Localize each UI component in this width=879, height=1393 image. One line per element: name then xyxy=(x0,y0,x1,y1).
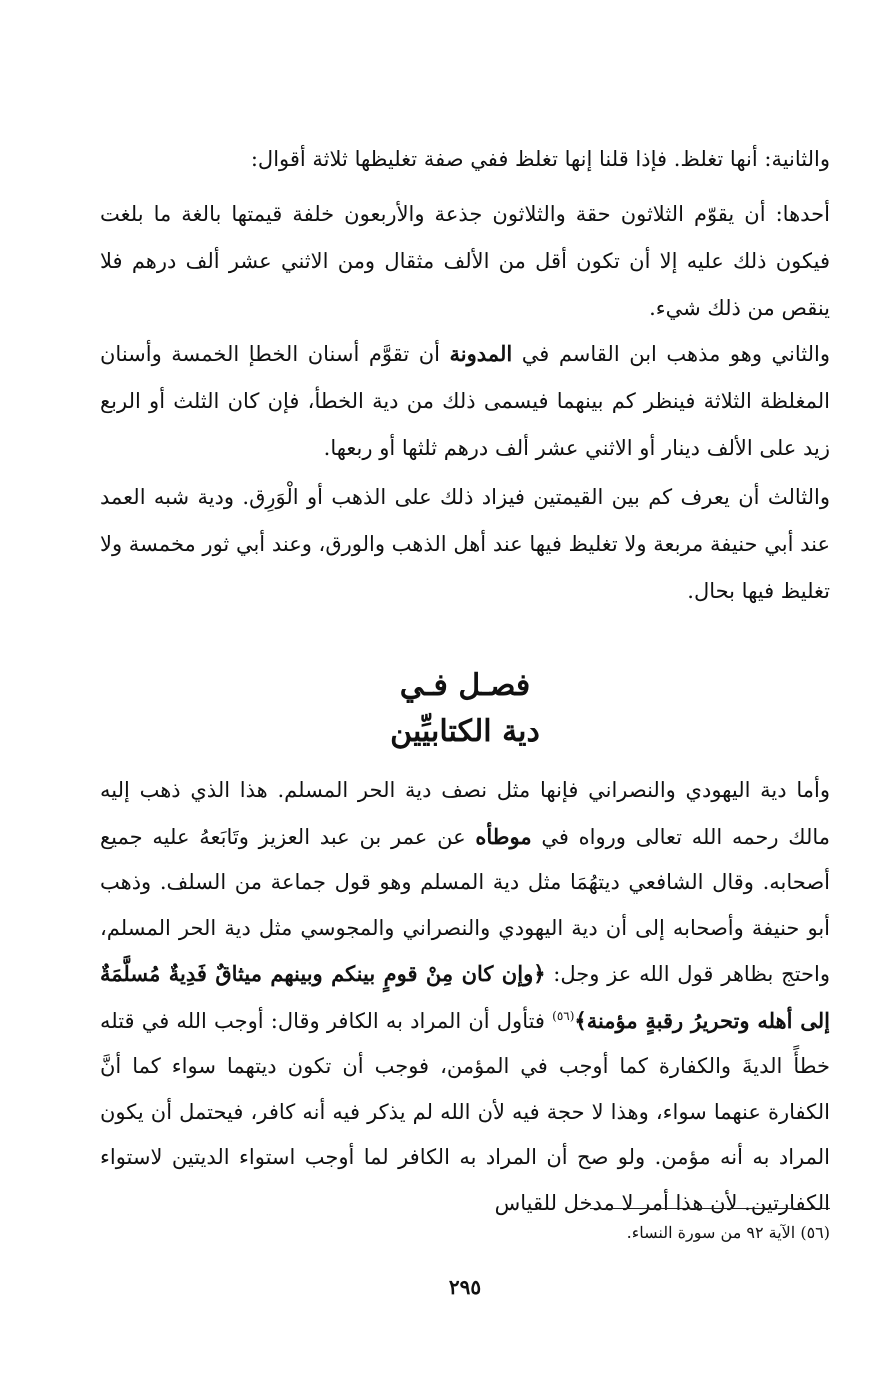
paragraph-text: أن تقوَّم أسنان الخطإ الخمسة وأسنان المغلظة الثلاثة فينظر كم بينهما فيسمى ذلك من دية الخطأ، فإن كان الثلث أو الربع زيد على الألف دينار أو الاثني عشر ألف درهم ثلثها أو ربعها. xyxy=(100,342,830,460)
section-heading-line1: فصـل فـي xyxy=(399,668,531,703)
book-title-muwatta: موطأه xyxy=(475,823,532,849)
paragraph-first-saying: أحدها: أن يقوّم الثلاثون حقة والثلاثون جذعة والأربعون خلفة قيمتها بالغة ما بلغت فيكون ذلك عليه إلا أن تكون أقل من الألف مثقال ومن الاثني عشر ألف درهم فلا ينقص من ذلك شيء. xyxy=(100,202,830,320)
book-title-mudawwana: المدونة xyxy=(449,341,513,366)
paragraph-text: عن عمر بن عبد العزيز وتَابَعهُ عليه جميع أصحابه. وقال الشافعي ديتهُمَا مثل دية المسلم وهو قول جماعة من السلف. وذهب أبو حنيفة وأصحابه إلى أن دية اليهودي والنصراني والمجوسي مثل دية الحر المسلم، واحتج بظاهر قول الله عز وجل: xyxy=(100,824,830,986)
paragraph-second-opinion: والثانية: أنها تغلظ. فإذا قلنا إنها تغلظ ففي صفة تغليظها ثلاثة أقوال: xyxy=(250,147,830,171)
page-number: ٢٩٥ xyxy=(448,1275,482,1299)
quran-quote: ﴿وإن كان مِنْ قومٍ بينكم وبينهم ميثاقٌ فَدِيةٌ مُسلَّمَةٌ إلى أهله وتحريرُ رقبةٍ مؤمنة﴾ xyxy=(100,961,830,1033)
paragraph-text: وأما دية اليهودي والنصراني فإنها مثل نصف دية الحر المسلم. هذا الذي ذهب إليه مالك رحمه الله تعالى ورواه في xyxy=(100,778,830,849)
paragraph-second-saying xyxy=(100,330,830,472)
section-heading-line2: دية الكتابيِّين xyxy=(390,714,540,749)
footnote-divider xyxy=(590,1208,830,1209)
paragraph-text: والثاني وهو مذهب ابن القاسم في xyxy=(512,342,831,366)
footnote-reference[interactable]: (٥٦) xyxy=(552,1008,575,1023)
paragraph-third-saying: والثالث أن يعرف كم بين القيمتين فيزاد ذلك على الذهب أو الْوَرِق. ودية شبه العمد عند أبي حنيفة مربعة ولا تغليظ فيها عند أهل الذهب والورق، وعند أبي ثور مخمسة ولا تغليظ فيها بحال. xyxy=(100,485,830,603)
paragraph-text: فتأول أن المراد به الكافر وقال: أوجب الله في قتله خطأً الديةَ والكفارة كما أوجب في المؤمن، فوجب أن تكون ديتهما سواء كما أنَّ الكفارة عنهما سواء، وهذا لا حجة فيه لأن الله لم يذكر فيه أنه كافر، فيحتمل أن يكون المراد به أنه مؤمن. ولو صح أن المراد به الكافر لما أوجب استواء الديتين لاستواء الكفارتين. لأن هذا أمر لا مدخل للقياس xyxy=(100,1008,830,1215)
book-page xyxy=(100,0,830,1393)
paragraph-dhimmi-blood-money xyxy=(100,768,830,1226)
footnote: (٥٦) الآية ٩٢ من سورة النساء. xyxy=(626,1223,830,1242)
